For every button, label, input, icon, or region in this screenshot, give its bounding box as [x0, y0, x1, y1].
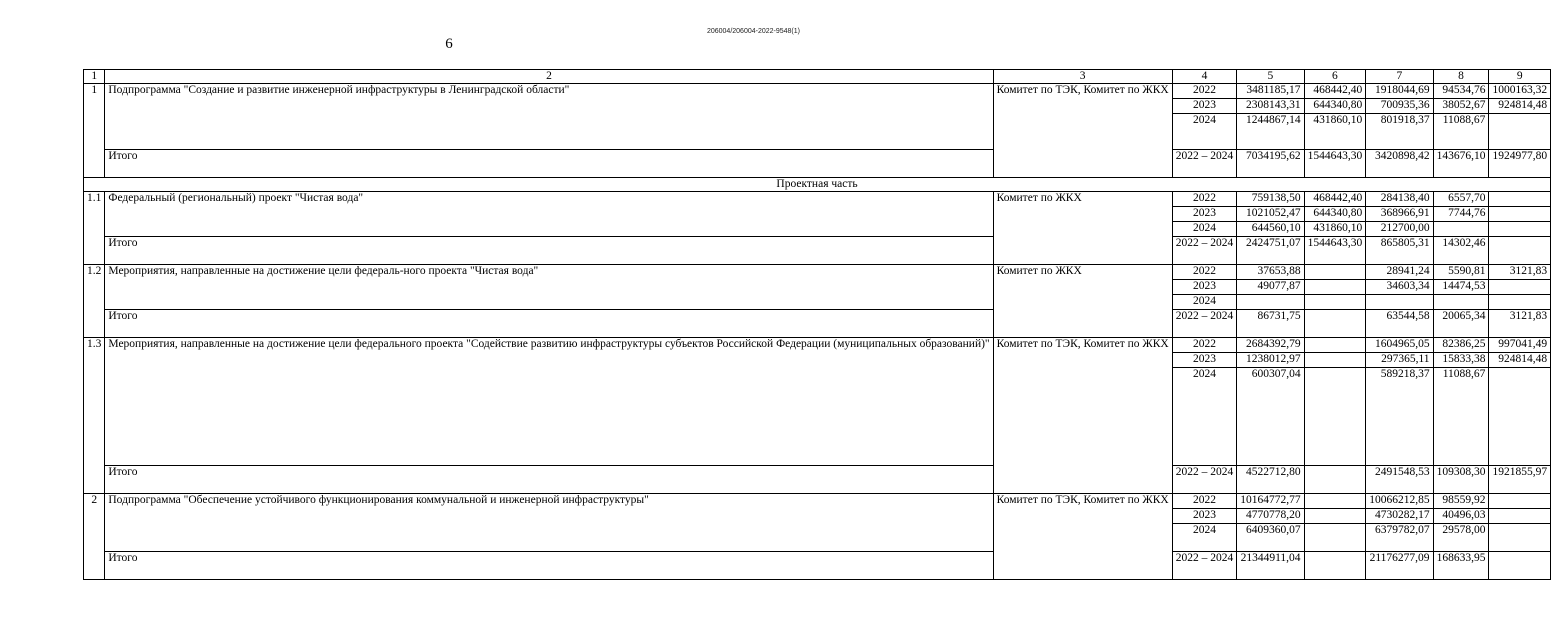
total-label: Итого	[105, 466, 993, 494]
table-row	[84, 192, 1551, 207]
value-cell: 368966,91	[1366, 207, 1433, 222]
total-label: Итого	[105, 310, 993, 338]
value-cell	[1489, 368, 1551, 466]
value-cell: 644560,10	[1237, 222, 1304, 237]
table-row	[84, 494, 1551, 509]
program-name: Подпрограмма "Обеспечение устойчивого функционирования коммунальной и инженерной инфраструктуры"	[105, 494, 993, 552]
value-cell: 644340,80	[1304, 207, 1366, 222]
value-cell	[1304, 280, 1366, 295]
value-cell: 6557,70	[1433, 192, 1489, 207]
total-row	[84, 150, 1551, 178]
value-cell: 431860,10	[1304, 222, 1366, 237]
value-cell: 143676,10	[1433, 150, 1489, 178]
value-cell: 468442,40	[1304, 84, 1366, 99]
value-cell: 644340,80	[1304, 99, 1366, 114]
year-cell: 2023	[1172, 280, 1237, 295]
year-cell: 2024	[1172, 524, 1237, 552]
value-cell: 2308143,31	[1237, 99, 1304, 114]
value-cell: 6379782,07	[1366, 524, 1433, 552]
year-cell: 2022	[1172, 265, 1237, 280]
total-row	[84, 310, 1551, 338]
year-cell: 2022	[1172, 192, 1237, 207]
col-header: 2	[105, 70, 993, 84]
value-cell: 1244867,14	[1237, 114, 1304, 150]
value-cell	[1304, 338, 1366, 353]
value-cell: 10164772,77	[1237, 494, 1304, 509]
row-number: 1.2	[84, 265, 105, 338]
value-cell	[1489, 552, 1551, 580]
value-cell: 284138,40	[1366, 192, 1433, 207]
table-row	[84, 84, 1551, 99]
row-number: 1.1	[84, 192, 105, 265]
value-cell: 589218,37	[1366, 368, 1433, 466]
value-cell: 20065,34	[1433, 310, 1489, 338]
value-cell: 700935,36	[1366, 99, 1433, 114]
value-cell: 5590,81	[1433, 265, 1489, 280]
program-name: Подпрограмма "Создание и развитие инженерной инфраструктуры в Ленинградской области"	[105, 84, 993, 150]
value-cell: 1924977,80	[1489, 150, 1551, 178]
col-header: 1	[84, 70, 105, 84]
year-cell: 2024	[1172, 368, 1237, 466]
value-cell: 14302,46	[1433, 237, 1489, 265]
value-cell: 34603,34	[1366, 280, 1433, 295]
value-cell: 1238012,97	[1237, 353, 1304, 368]
col-header: 9	[1489, 70, 1551, 84]
col-header: 7	[1366, 70, 1433, 84]
value-cell: 2424751,07	[1237, 237, 1304, 265]
document-id: 206004/206004-2022-9548(1)	[706, 28, 800, 35]
value-cell	[1304, 295, 1366, 310]
value-cell	[1304, 265, 1366, 280]
row-number: 1.3	[84, 338, 105, 494]
value-cell: 6409360,07	[1237, 524, 1304, 552]
value-cell: 1918044,69	[1366, 84, 1433, 99]
year-cell: 2024	[1172, 222, 1237, 237]
value-cell	[1433, 295, 1489, 310]
table-row	[84, 265, 1551, 280]
value-cell: 11088,67	[1433, 368, 1489, 466]
value-cell	[1489, 237, 1551, 265]
row-number: 1	[84, 84, 105, 178]
value-cell	[1304, 310, 1366, 338]
value-cell: 3481185,17	[1237, 84, 1304, 99]
value-cell: 1544643,30	[1304, 150, 1366, 178]
value-cell: 21344911,04	[1237, 552, 1304, 580]
value-cell: 2684392,79	[1237, 338, 1304, 353]
value-cell: 49077,87	[1237, 280, 1304, 295]
executor: Комитет по ТЭК, Комитет по ЖКХ	[993, 494, 1172, 580]
executor: Комитет по ТЭК, Комитет по ЖКХ	[993, 84, 1172, 178]
total-label: Итого	[105, 552, 993, 580]
col-header: 6	[1304, 70, 1366, 84]
value-cell: 7034195,62	[1237, 150, 1304, 178]
value-cell: 1921855,97	[1489, 466, 1551, 494]
value-cell	[1489, 295, 1551, 310]
year-cell: 2024	[1172, 295, 1237, 310]
value-cell	[1304, 552, 1366, 580]
year-cell: 2022	[1172, 84, 1237, 99]
year-range-cell: 2022 – 2024	[1172, 237, 1237, 265]
value-cell: 21176277,09	[1366, 552, 1433, 580]
value-cell	[1304, 509, 1366, 524]
total-row	[84, 466, 1551, 494]
value-cell: 1021052,47	[1237, 207, 1304, 222]
value-cell: 168633,95	[1433, 552, 1489, 580]
value-cell: 3121,83	[1489, 265, 1551, 280]
value-cell	[1489, 192, 1551, 207]
col-header: 5	[1237, 70, 1304, 84]
value-cell: 28941,24	[1366, 265, 1433, 280]
budget-table	[83, 69, 1551, 580]
row-number: 2	[84, 494, 105, 580]
value-cell: 15833,38	[1433, 353, 1489, 368]
value-cell: 7744,76	[1433, 207, 1489, 222]
value-cell: 14474,53	[1433, 280, 1489, 295]
col-header: 4	[1172, 70, 1237, 84]
value-cell	[1489, 524, 1551, 552]
value-cell: 1000163,32	[1489, 84, 1551, 99]
value-cell: 40496,03	[1433, 509, 1489, 524]
value-cell	[1237, 295, 1304, 310]
value-cell: 10066212,85	[1366, 494, 1433, 509]
value-cell: 82386,25	[1433, 338, 1489, 353]
value-cell	[1304, 368, 1366, 466]
value-cell: 297365,11	[1366, 353, 1433, 368]
value-cell	[1489, 222, 1551, 237]
total-label: Итого	[105, 150, 993, 178]
executor: Комитет по ТЭК, Комитет по ЖКХ	[993, 338, 1172, 494]
value-cell	[1489, 280, 1551, 295]
value-cell: 997041,49	[1489, 338, 1551, 353]
value-cell	[1304, 494, 1366, 509]
value-cell	[1489, 509, 1551, 524]
total-row	[84, 552, 1551, 580]
table-row	[84, 338, 1551, 353]
year-cell: 2022	[1172, 494, 1237, 509]
year-cell: 2023	[1172, 353, 1237, 368]
value-cell	[1304, 466, 1366, 494]
year-range-cell: 2022 – 2024	[1172, 466, 1237, 494]
value-cell: 11088,67	[1433, 114, 1489, 150]
value-cell	[1489, 114, 1551, 150]
value-cell: 63544,58	[1366, 310, 1433, 338]
section-row	[84, 178, 1551, 192]
program-name: Мероприятия, направленные на достижение цели федераль-ного проекта "Чистая вода"	[105, 265, 993, 310]
year-range-cell: 2022 – 2024	[1172, 150, 1237, 178]
program-name: Федеральный (региональный) проект "Чистая вода"	[105, 192, 993, 237]
value-cell: 431860,10	[1304, 114, 1366, 150]
value-cell: 924814,48	[1489, 353, 1551, 368]
value-cell: 29578,00	[1433, 524, 1489, 552]
value-cell	[1304, 353, 1366, 368]
page-number: 6	[445, 36, 453, 52]
value-cell	[1366, 295, 1433, 310]
value-cell	[1489, 494, 1551, 509]
value-cell	[1304, 524, 1366, 552]
value-cell: 4522712,80	[1237, 466, 1304, 494]
value-cell: 1544643,30	[1304, 237, 1366, 265]
year-cell: 2023	[1172, 509, 1237, 524]
executor: Комитет по ЖКХ	[993, 265, 1172, 338]
value-cell: 4730282,17	[1366, 509, 1433, 524]
header-row	[84, 70, 1551, 84]
value-cell: 1604965,05	[1366, 338, 1433, 353]
value-cell: 38052,67	[1433, 99, 1489, 114]
value-cell	[1433, 222, 1489, 237]
value-cell: 212700,00	[1366, 222, 1433, 237]
total-row	[84, 237, 1551, 265]
col-header: 3	[993, 70, 1172, 84]
value-cell: 759138,50	[1237, 192, 1304, 207]
executor: Комитет по ЖКХ	[993, 192, 1172, 265]
value-cell: 98559,92	[1433, 494, 1489, 509]
col-header: 8	[1433, 70, 1489, 84]
year-cell: 2023	[1172, 207, 1237, 222]
year-cell: 2024	[1172, 114, 1237, 150]
program-name: Мероприятия, направленные на достижение цели федерального проекта "Содействие развитию инфраструктуры субъектов Российской Федерации (муниципальных образований)"	[105, 338, 993, 466]
value-cell	[1489, 207, 1551, 222]
value-cell: 86731,75	[1237, 310, 1304, 338]
value-cell: 37653,88	[1237, 265, 1304, 280]
value-cell: 4770778,20	[1237, 509, 1304, 524]
value-cell: 924814,48	[1489, 99, 1551, 114]
value-cell: 2491548,53	[1366, 466, 1433, 494]
value-cell: 600307,04	[1237, 368, 1304, 466]
year-range-cell: 2022 – 2024	[1172, 552, 1237, 580]
value-cell: 3420898,42	[1366, 150, 1433, 178]
section-title: Проектная часть	[84, 178, 1551, 192]
value-cell: 468442,40	[1304, 192, 1366, 207]
value-cell: 865805,31	[1366, 237, 1433, 265]
value-cell: 109308,30	[1433, 466, 1489, 494]
total-label: Итого	[105, 237, 993, 265]
year-cell: 2023	[1172, 99, 1237, 114]
value-cell: 3121,83	[1489, 310, 1551, 338]
value-cell: 801918,37	[1366, 114, 1433, 150]
year-range-cell: 2022 – 2024	[1172, 310, 1237, 338]
value-cell: 94534,76	[1433, 84, 1489, 99]
year-cell: 2022	[1172, 338, 1237, 353]
